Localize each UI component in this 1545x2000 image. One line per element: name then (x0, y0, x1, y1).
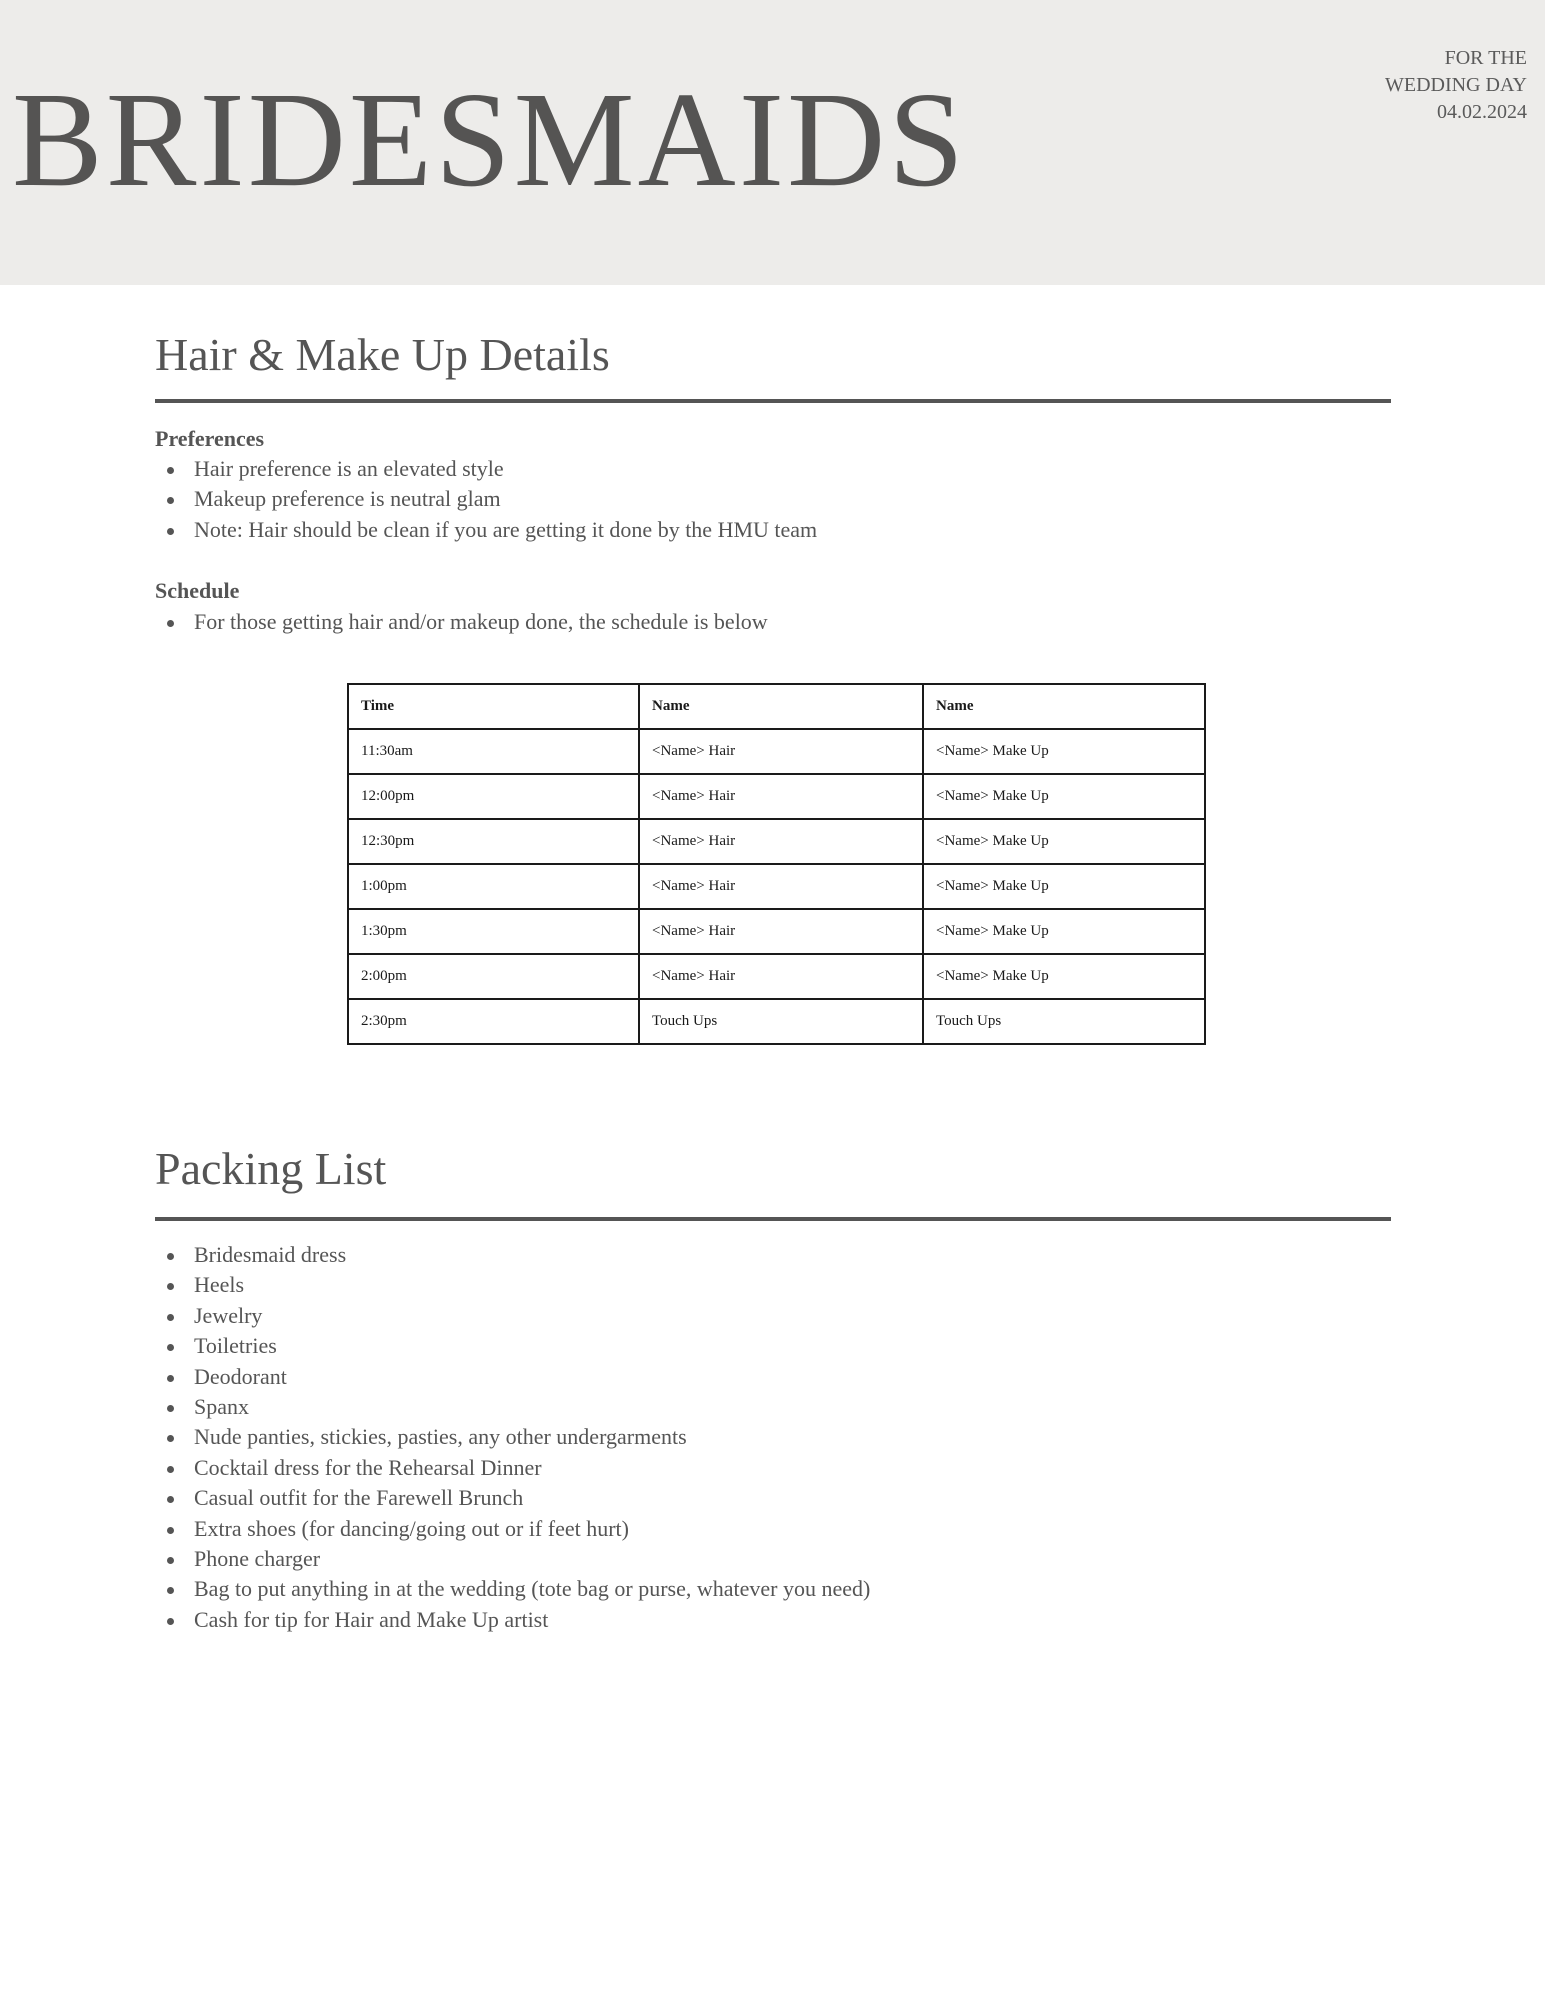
date-line-2: WEDDING DAY (1384, 74, 1527, 96)
page-title: BRIDESMAIDS (12, 65, 967, 215)
table-cell-time: 12:00pm (348, 774, 639, 819)
list-item: Heels (155, 1270, 870, 1300)
list-item: Deodorant (155, 1362, 870, 1392)
list-item: For those getting hair and/or makeup done, the schedule is below (155, 607, 768, 637)
schedule-notes-list (155, 607, 768, 637)
list-item: Toiletries (155, 1331, 870, 1361)
table-cell-makeup: <Name> Make Up (923, 909, 1205, 954)
table-row (348, 909, 1205, 954)
list-item: Bag to put anything in at the wedding (tote bag or purse, whatever you need) (155, 1574, 870, 1604)
table-row (348, 819, 1205, 864)
list-item: Note: Hair should be clean if you are getting it done by the HMU team (155, 515, 817, 545)
list-item: Spanx (155, 1392, 870, 1422)
table-cell-time: 11:30am (348, 729, 639, 774)
preferences-heading: Preferences (155, 426, 265, 451)
packing-section-divider (155, 1217, 1391, 1221)
table-row (348, 729, 1205, 774)
table-cell-makeup: <Name> Make Up (923, 864, 1205, 909)
table-cell-hair: Touch Ups (639, 999, 923, 1044)
table-row (348, 774, 1205, 819)
table-cell-hair: <Name> Hair (639, 729, 923, 774)
table-row (348, 864, 1205, 909)
list-item: Extra shoes (for dancing/going out or if feet hurt) (155, 1514, 870, 1544)
table-cell-time: 2:00pm (348, 954, 639, 999)
table-row (348, 999, 1205, 1044)
schedule-heading: Schedule (155, 578, 240, 603)
table-cell-makeup: <Name> Make Up (923, 819, 1205, 864)
table-cell-time: 1:00pm (348, 864, 639, 909)
hmu-section-title: Hair & Make Up Details (155, 329, 610, 380)
preferences-list (155, 454, 817, 545)
packing-section-title: Packing List (155, 1143, 387, 1194)
list-item: Cash for tip for Hair and Make Up artist (155, 1605, 870, 1635)
date-line-1: FOR THE (1444, 47, 1527, 69)
table-header-row (348, 684, 1205, 729)
table-cell-time: 1:30pm (348, 909, 639, 954)
table-row (348, 954, 1205, 999)
list-item: Jewelry (155, 1301, 870, 1331)
list-item: Casual outfit for the Farewell Brunch (155, 1483, 870, 1513)
packing-list (155, 1240, 870, 1635)
table-cell-hair: <Name> Hair (639, 909, 923, 954)
schedule-table (347, 683, 1206, 1045)
list-item: Cocktail dress for the Rehearsal Dinner (155, 1453, 870, 1483)
table-cell-hair: <Name> Hair (639, 954, 923, 999)
list-item: Makeup preference is neutral glam (155, 484, 817, 514)
table-cell-hair: <Name> Hair (639, 864, 923, 909)
table-header-name: Name (923, 684, 1205, 729)
table-header-time: Time (348, 684, 639, 729)
table-cell-hair: <Name> Hair (639, 819, 923, 864)
table-header-name: Name (639, 684, 923, 729)
table-cell-makeup: Touch Ups (923, 999, 1205, 1044)
table-cell-makeup: <Name> Make Up (923, 729, 1205, 774)
table-cell-time: 12:30pm (348, 819, 639, 864)
hmu-section-divider (155, 399, 1391, 403)
table-cell-makeup: <Name> Make Up (923, 774, 1205, 819)
list-item: Phone charger (155, 1544, 870, 1574)
date-line-3: 04.02.2024 (1437, 101, 1527, 123)
list-item: Hair preference is an elevated style (155, 454, 817, 484)
table-cell-time: 2:30pm (348, 999, 639, 1044)
table-cell-hair: <Name> Hair (639, 774, 923, 819)
list-item: Nude panties, stickies, pasties, any other undergarments (155, 1422, 870, 1452)
date-block (1385, 45, 1527, 126)
list-item: Bridesmaid dress (155, 1240, 870, 1270)
table-cell-makeup: <Name> Make Up (923, 954, 1205, 999)
